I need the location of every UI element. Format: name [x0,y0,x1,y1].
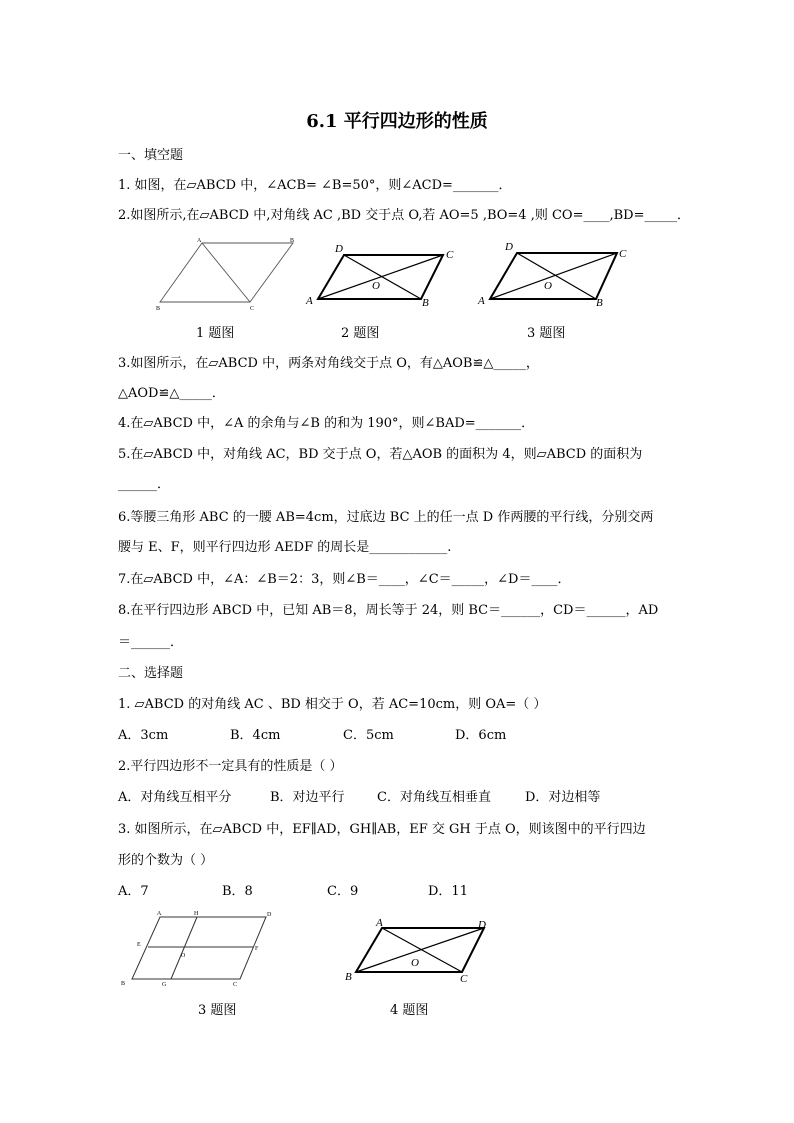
choice-question-3-line-1: 3. 如图所示，在▱ABCD 中，EF∥AD，GH∥AB，EF 交 GH 于点 O，则该图中的平行四边 [118,822,646,837]
fig3-label-d: D [505,241,513,253]
figure-3-parallelogram [474,238,639,310]
fig5-label-c: C [460,973,468,985]
caption-fig-2: 2 题图 [341,326,380,341]
fig2-label-c: C [446,249,454,261]
fig4-label-o: O [181,953,186,959]
question-2: 2.如图所示,在▱ABCD 中,对角线 AC ,BD 交于点 O,若 AO=5 ,BO=4 ,则 CO=____,BD=_____． [118,208,690,223]
question-7: 7.在▱ABCD 中，∠A：∠B＝2：3，则∠B＝____，∠C＝_____，∠D＝____． [118,572,571,587]
question-3-line-1: 3.如图所示，在▱ABCD 中，两条对角线交于点 O，有△AOB≌△_____， [118,356,539,371]
fig4-label-g: G [162,982,167,988]
figure-bottom-3-grid-parallelogram [118,908,278,990]
choice-3-option-c: C．9 [327,884,359,899]
choice-3-option-d: D．11 [428,884,468,899]
fig5-label-b: B [345,971,352,983]
fig2-label-d: D [335,243,343,255]
fig2-label-a: A [306,295,313,307]
question-8-line-1: 8.在平行四边形 ABCD 中，已知 AB＝8，周长等于 24，则 BC＝______，CD＝______，AD [118,603,659,618]
caption-bottom-fig-3: 3 题图 [198,1003,237,1018]
caption-bottom-fig-4: 4 题图 [390,1003,429,1018]
fig4-label-f: F [255,946,259,952]
question-8-line-2: ＝______． [118,635,184,650]
choice-question-1: 1. ▱ABCD 的对角线 AC 、BD 相交于 O，若 AC=10cm，则 OA=（ ） [118,697,547,712]
choice-1-option-b: B．4cm [230,728,281,743]
choice-1-option-d: D．6cm [455,728,507,743]
fig1-label-a: A [197,238,202,244]
section-multiple-choice: 二、选择题 [118,666,184,681]
fig5-label-o: O [411,957,419,969]
figure-1-parallelogram [150,234,300,312]
choice-question-2: 2.平行四边形不一定具有的性质是（ ） [118,759,343,774]
fig4-label-a: A [157,911,162,917]
question-5-line-2: ______． [118,477,171,492]
choice-2-option-d: D．对边相等 [525,790,601,805]
fig3-label-o: O [544,280,552,292]
caption-fig-1: 1 题图 [196,326,235,341]
fig2-label-b: B [422,297,429,309]
fig5-label-d: D [478,919,486,931]
fig4-label-b: B [121,981,126,987]
question-1: 1. 如图，在▱ABCD 中，∠ACB= ∠B=50°，则∠ACD=_______． [118,178,512,193]
fig1-label-c: C [250,306,255,312]
figure-2-parallelogram [300,240,465,312]
choice-2-option-a: A．对角线互相平分 [118,790,232,805]
question-4: 4.在▱ABCD 中，∠A 的余角与∠B 的和为 190°，则∠BAD=_______． [118,416,535,431]
figure-bottom-4-parallelogram [340,914,500,986]
question-6-line-1: 6.等腰三角形 ABC 的一腰 AB=4cm，过底边 BC 上的任一点 D 作两腰的平行线，分别交两 [118,510,654,525]
choice-2-option-b: B．对边平行 [270,790,345,805]
fig3-label-c: C [619,248,627,260]
choice-3-option-b: B．8 [222,884,253,899]
page-title: 6.1 平行四边形的性质 [306,111,488,132]
question-3-line-2: △AOD≌△_____． [118,386,225,401]
fig4-label-e: E [137,942,141,948]
fig2-label-o: O [372,280,380,292]
fig4-label-d: D [267,912,272,918]
caption-fig-3: 3 题图 [527,326,566,341]
question-5-line-1: 5.在▱ABCD 中，对角线 AC，BD 交于点 O，若△AOB 的面积为 4，则▱ABCD 的面积为 [118,447,643,462]
fig3-label-a: A [478,295,485,307]
choice-question-3-line-2: 形的个数为（ ） [118,853,214,868]
fig5-label-a: A [376,917,383,929]
fig1-label-b-top: B [290,238,295,244]
fig3-label-b: B [596,297,603,309]
choice-1-option-a: A．3cm [118,728,169,743]
question-6-line-2: 腰与 E、F，则平行四边形 AEDF 的周长是____________. [118,540,452,555]
section-fill-blank: 一、填空题 [118,148,184,163]
choice-2-option-c: C．对角线互相垂直 [377,790,491,805]
fig4-label-h: H [194,911,199,917]
fig1-label-b: B [156,306,161,312]
choice-1-option-c: C．5cm [343,728,394,743]
choice-3-option-a: A．7 [118,884,149,899]
fig4-label-c: C [233,982,238,988]
